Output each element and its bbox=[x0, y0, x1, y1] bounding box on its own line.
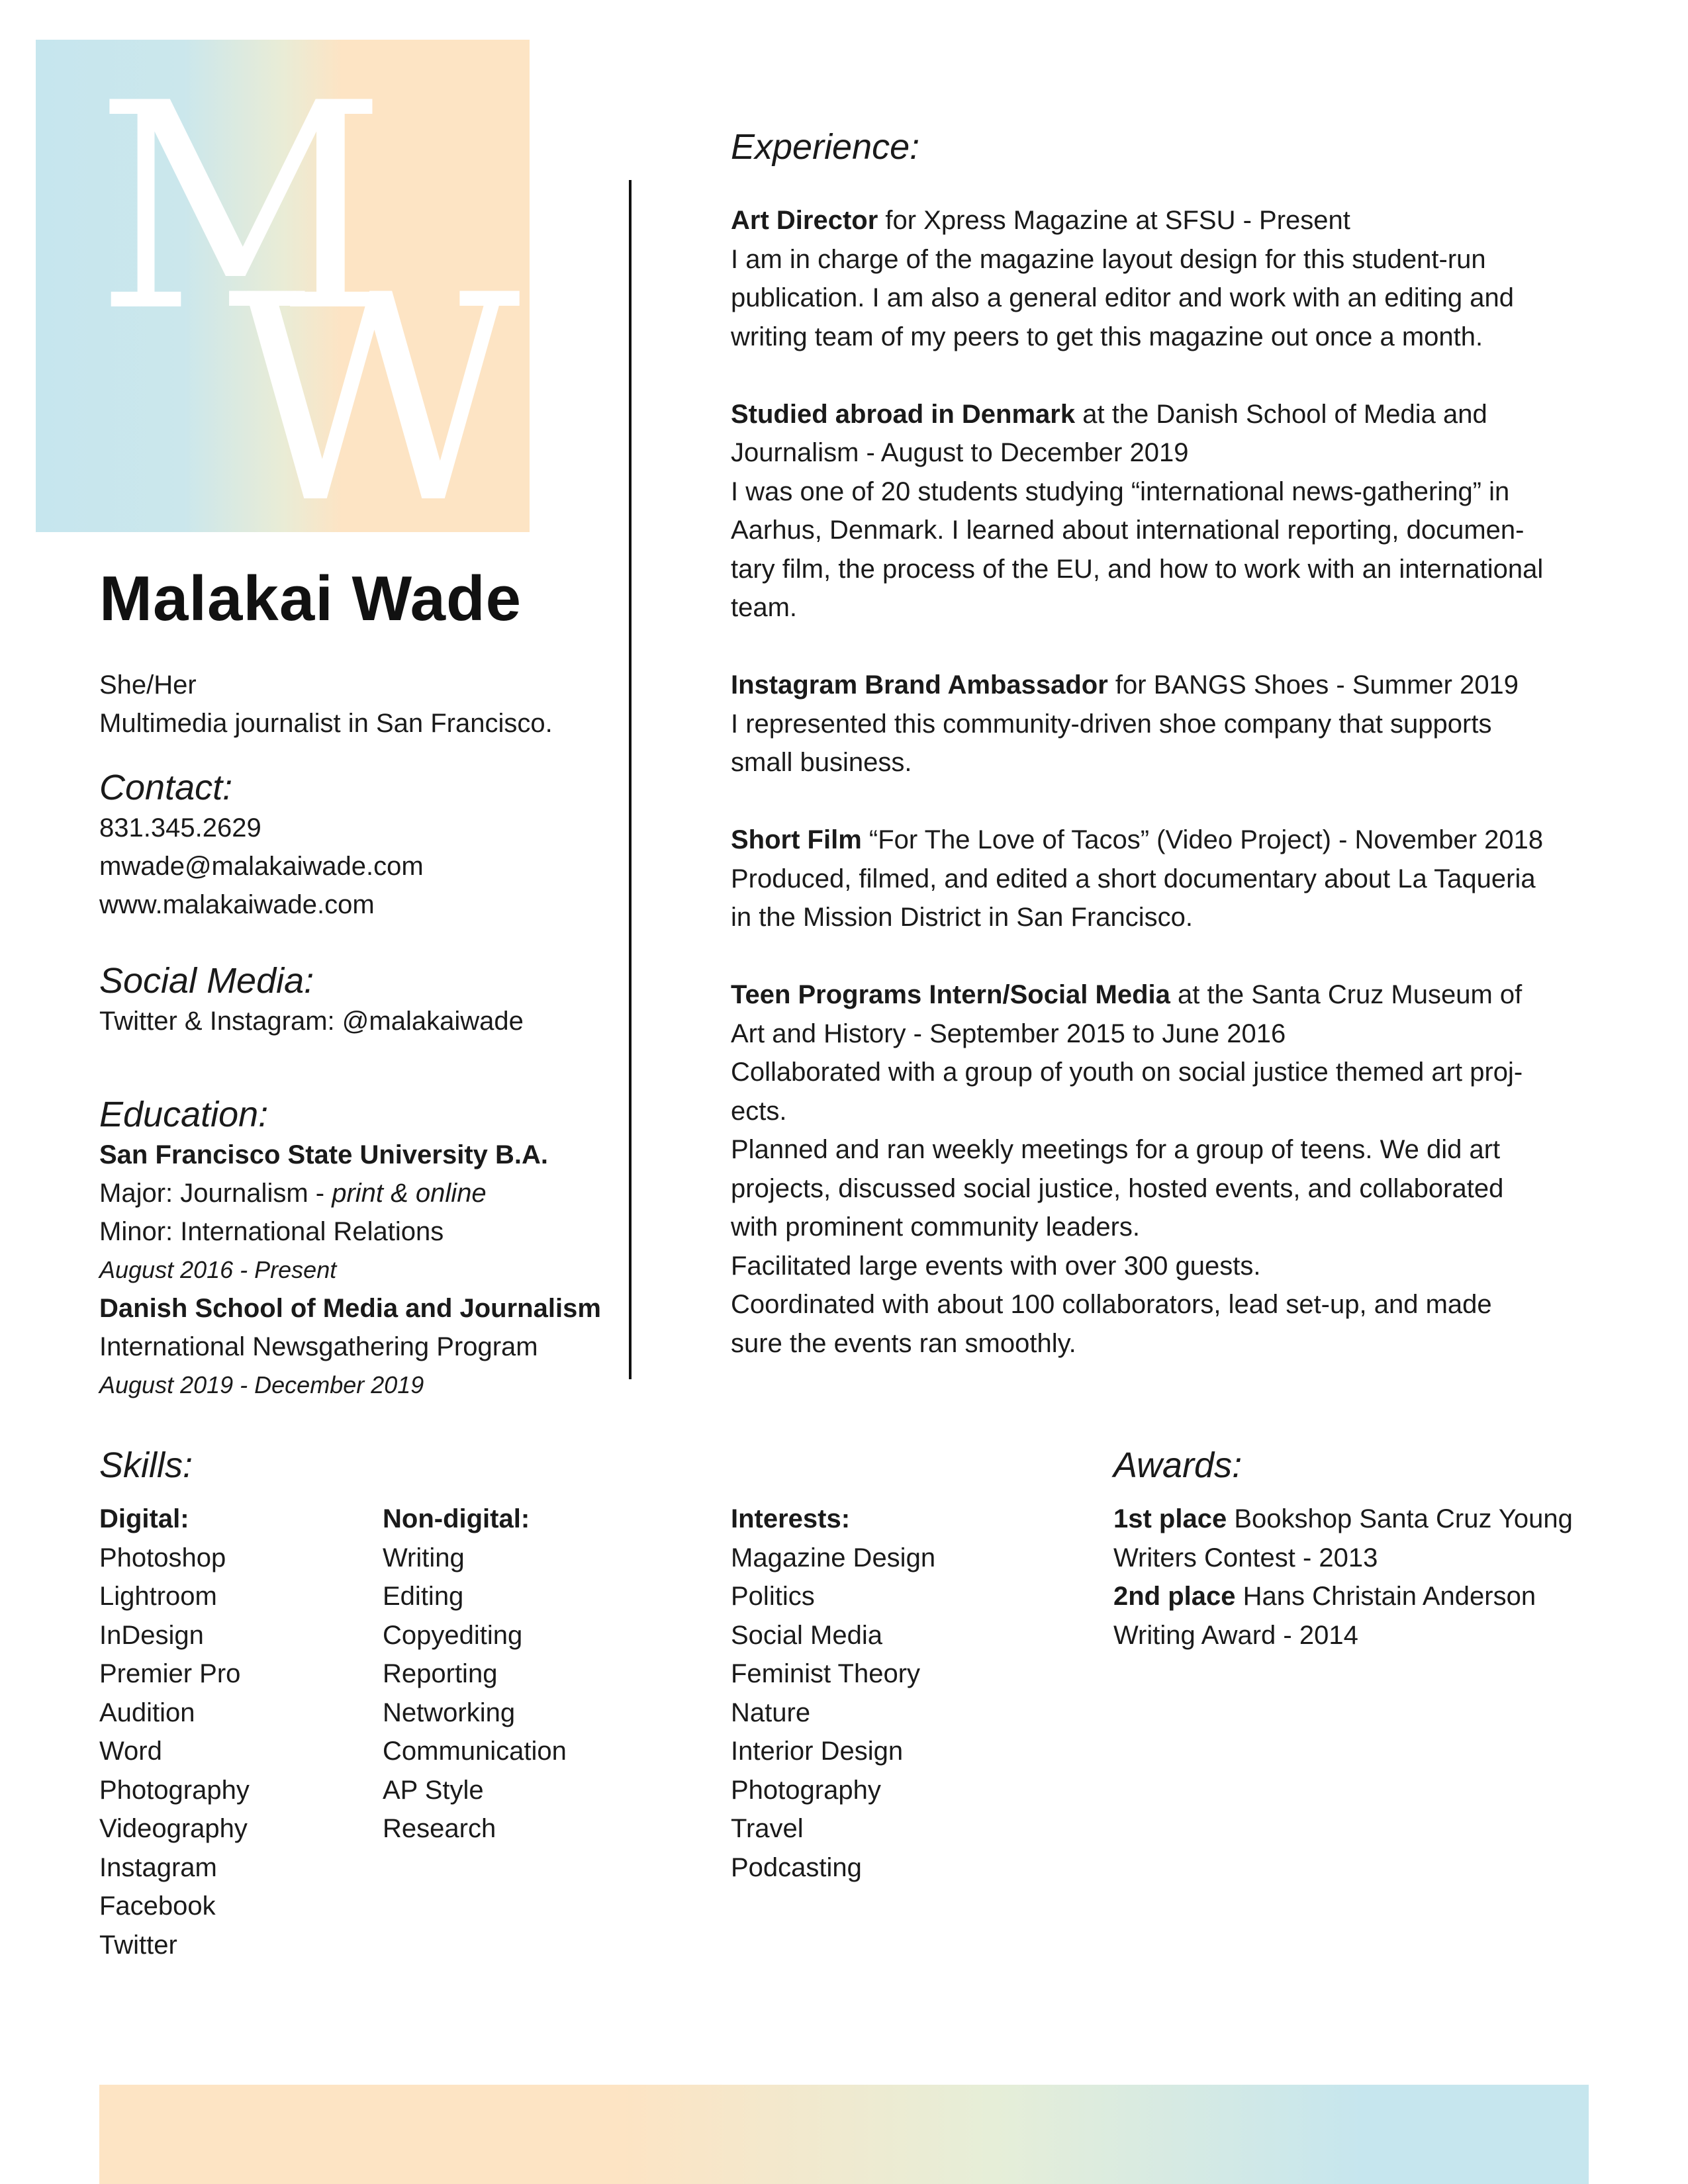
experience-item-line: publication. I am also a general editor and work with an editing and bbox=[731, 283, 1514, 312]
interest-item: Interior Design bbox=[731, 1737, 904, 1766]
skills-heading: Skills: bbox=[99, 1445, 193, 1485]
education-major-label: Major: Journalism - bbox=[99, 1179, 332, 1208]
experience-item-title: Studied abroad in Denmark bbox=[731, 399, 1076, 429]
skills-nondigital-list bbox=[383, 1539, 567, 1848]
education-dates-1: August 2016 - Present bbox=[99, 1256, 337, 1283]
education-school-2: Danish School of Media and Journalism bbox=[99, 1294, 601, 1323]
interest-item: Feminist Theory bbox=[731, 1659, 921, 1688]
skills-digital-column bbox=[99, 1500, 250, 1964]
skill-item: Audition bbox=[99, 1698, 195, 1727]
experience-item-header bbox=[731, 821, 1605, 860]
skill-item: Copyediting bbox=[383, 1620, 523, 1650]
experience-item-line: I was one of 20 students studying “international news-gathering” in bbox=[731, 477, 1510, 506]
award-2-place: 2nd place bbox=[1113, 1582, 1236, 1611]
award-1-place: 1st place bbox=[1113, 1504, 1227, 1533]
experience-item bbox=[731, 666, 1605, 782]
award-1-line2: Writers Contest - 2013 bbox=[1113, 1543, 1378, 1572]
skill-item: Twitter bbox=[99, 1930, 177, 1960]
skill-item: AP Style bbox=[383, 1775, 484, 1805]
experience-item-detail: for BANGS Shoes - Summer 2019 bbox=[1107, 670, 1519, 700]
experience-item-header bbox=[731, 395, 1605, 434]
experience-item-line: Coordinated with about 100 collaborators, lead set-up, and made bbox=[731, 1290, 1492, 1319]
experience-section bbox=[731, 126, 1605, 1363]
experience-item-detail: at the Santa Cruz Museum of bbox=[1170, 980, 1523, 1009]
contact-email: mwade@malakaiwade.com bbox=[99, 852, 424, 881]
education-dates-2: August 2019 - December 2019 bbox=[99, 1371, 424, 1398]
skill-item: Videography bbox=[99, 1814, 248, 1843]
social-heading: Social Media: bbox=[99, 961, 314, 1001]
experience-item-line: sure the events ran smoothly. bbox=[731, 1328, 1076, 1358]
skill-item: Word bbox=[99, 1737, 162, 1766]
skills-digital-list bbox=[99, 1539, 250, 1965]
experience-item bbox=[731, 395, 1605, 627]
skills-nondigital-column bbox=[383, 1500, 567, 1848]
interest-item: Social Media bbox=[731, 1620, 883, 1650]
experience-item-title: Short Film bbox=[731, 825, 862, 854]
interests-title: Interests: bbox=[731, 1504, 851, 1533]
contact-website: www.malakaiwade.com bbox=[99, 890, 375, 919]
experience-item-title: Teen Programs Intern/Social Media bbox=[731, 980, 1170, 1009]
experience-item-line: Produced, filmed, and edited a short documentary about La Taqueria bbox=[731, 864, 1536, 893]
experience-item-detail: for Xpress Magazine at SFSU - Present bbox=[878, 206, 1350, 235]
skill-item: Photography bbox=[99, 1775, 250, 1805]
interest-item: Travel bbox=[731, 1814, 804, 1843]
experience-item bbox=[731, 821, 1605, 937]
interest-item: Nature bbox=[731, 1698, 811, 1727]
experience-heading: Experience: bbox=[731, 127, 920, 167]
page-title: Malakai Wade bbox=[99, 563, 522, 634]
skill-item: Research bbox=[383, 1814, 496, 1843]
experience-item-line: small business. bbox=[731, 748, 912, 777]
skills-digital-title: Digital: bbox=[99, 1504, 189, 1533]
awards-heading: Awards: bbox=[1113, 1445, 1243, 1485]
interest-item: Politics bbox=[731, 1582, 815, 1611]
education-minor: Minor: International Relations bbox=[99, 1217, 444, 1246]
education-major-detail: print & online bbox=[332, 1179, 487, 1208]
contact-section bbox=[99, 766, 424, 924]
tagline: Multimedia journalist in San Francisco. bbox=[99, 709, 553, 738]
skill-item: Instagram bbox=[99, 1852, 217, 1882]
experience-item-line: projects, discussed social justice, hosted events, and collaborated bbox=[731, 1173, 1504, 1203]
experience-item-line: Collaborated with a group of youth on social justice themed art proj- bbox=[731, 1058, 1523, 1087]
experience-item-line: with prominent community leaders. bbox=[731, 1212, 1141, 1242]
skill-item: InDesign bbox=[99, 1620, 204, 1650]
footer-gradient-bar bbox=[99, 2085, 1589, 2184]
experience-item-line: Facilitated large events with over 300 guests. bbox=[731, 1251, 1261, 1281]
pronouns: She/Her bbox=[99, 670, 197, 700]
award-2-line2: Writing Award - 2014 bbox=[1113, 1620, 1358, 1650]
experience-item-header bbox=[731, 201, 1605, 240]
profile-block bbox=[99, 666, 553, 743]
award-1 bbox=[1113, 1500, 1573, 1539]
experience-item-line: in the Mission District in San Francisco. bbox=[731, 903, 1194, 932]
skill-item: Editing bbox=[383, 1582, 464, 1611]
interests-column bbox=[731, 1500, 935, 1887]
education-school-1: San Francisco State University B.A. bbox=[99, 1140, 549, 1169]
experience-item-detail: “For The Love of Tacos” (Video Project) - November 2018 bbox=[861, 825, 1544, 854]
education-section bbox=[99, 1093, 601, 1404]
monogram-letter-m: M bbox=[95, 43, 387, 374]
experience-list bbox=[731, 201, 1605, 1363]
experience-item-title: Instagram Brand Ambassador bbox=[731, 670, 1108, 700]
experience-item-line: Planned and ran weekly meetings for a group of teens. We did art bbox=[731, 1135, 1501, 1164]
skill-item: Reporting bbox=[383, 1659, 498, 1688]
experience-item bbox=[731, 201, 1605, 356]
skill-item: Facebook bbox=[99, 1891, 216, 1921]
skill-item: Lightroom bbox=[99, 1582, 217, 1611]
experience-item bbox=[731, 976, 1605, 1363]
interest-item: Photography bbox=[731, 1775, 881, 1805]
social-handle: Twitter & Instagram: @malakaiwade bbox=[99, 1007, 524, 1036]
skills-nondigital-title: Non-digital: bbox=[383, 1504, 530, 1533]
interest-item: Podcasting bbox=[731, 1852, 862, 1882]
award-2-name: Hans Christain Anderson bbox=[1235, 1582, 1536, 1611]
experience-item-line: I am in charge of the magazine layout design for this student-run bbox=[731, 244, 1486, 274]
experience-item-line: ects. bbox=[731, 1096, 787, 1126]
award-2 bbox=[1113, 1577, 1573, 1616]
experience-item-line: tary film, the process of the EU, and how to work with an international bbox=[731, 554, 1544, 584]
experience-item-line: I represented this community-driven shoe company that supports bbox=[731, 709, 1492, 739]
experience-item-title: Art Director bbox=[731, 206, 878, 235]
social-section bbox=[99, 960, 524, 1040]
skill-item: Networking bbox=[383, 1698, 516, 1727]
monogram-letter-w: W bbox=[228, 235, 520, 532]
interests-list bbox=[731, 1539, 935, 1888]
education-major bbox=[99, 1174, 601, 1212]
awards-section bbox=[1113, 1444, 1573, 1655]
skill-item: Communication bbox=[383, 1737, 567, 1766]
award-1-name: Bookshop Santa Cruz Young bbox=[1227, 1504, 1573, 1533]
experience-item-line: Journalism - August to December 2019 bbox=[731, 438, 1189, 467]
contact-phone: 831.345.2629 bbox=[99, 813, 261, 842]
education-program-2: International Newsgathering Program bbox=[99, 1332, 538, 1361]
experience-item-header bbox=[731, 976, 1605, 1015]
education-heading: Education: bbox=[99, 1095, 269, 1134]
interest-item: Magazine Design bbox=[731, 1543, 936, 1572]
column-divider bbox=[629, 180, 632, 1379]
contact-heading: Contact: bbox=[99, 768, 233, 807]
experience-item-detail: at the Danish School of Media and bbox=[1075, 399, 1487, 429]
skill-item: Writing bbox=[383, 1543, 465, 1572]
skill-item: Premier Pro bbox=[99, 1659, 241, 1688]
experience-item-header bbox=[731, 666, 1605, 705]
skill-item: Photoshop bbox=[99, 1543, 226, 1572]
experience-item-line: Aarhus, Denmark. I learned about international reporting, documen- bbox=[731, 516, 1524, 545]
monogram-logo bbox=[36, 40, 530, 532]
experience-item-line: team. bbox=[731, 593, 798, 622]
experience-item-line: writing team of my peers to get this magazine out once a month. bbox=[731, 322, 1483, 351]
experience-item-line: Art and History - September 2015 to June 2016 bbox=[731, 1019, 1286, 1048]
